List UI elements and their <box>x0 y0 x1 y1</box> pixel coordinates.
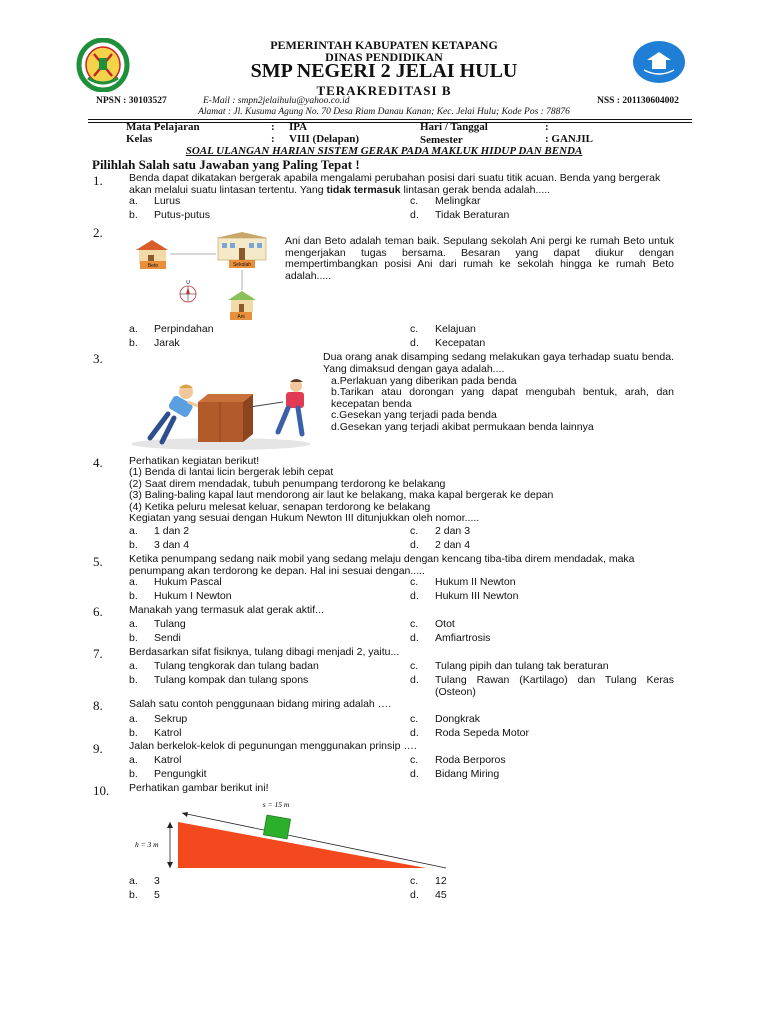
q4-letter-d: d. <box>410 539 419 551</box>
subject-value: IPA <box>289 121 308 133</box>
q2-letter-a: a. <box>129 323 138 335</box>
q2-illustration <box>132 232 272 324</box>
q7-number: 7. <box>93 646 103 661</box>
npsn: NPSN : 30103527 <box>96 96 167 106</box>
q9-option-a: Katrol <box>154 754 182 766</box>
q2-number: 2. <box>93 225 103 240</box>
q5-option-a: Hukum Pascal <box>154 576 222 588</box>
school-emblem-icon <box>632 40 686 84</box>
q10-illustration <box>130 796 452 872</box>
q3-option-c: c.Gesekan yang terjadi pada benda <box>331 409 497 421</box>
q1-letter-d: d. <box>410 209 419 221</box>
q8-letter-b: b. <box>129 727 138 739</box>
q10-option-c: 12 <box>435 875 447 887</box>
q6-option-a: Tulang <box>154 618 186 630</box>
q5-letter-b: b. <box>129 590 138 602</box>
date-colon: : <box>545 121 549 133</box>
q5-letter-c: c. <box>410 576 419 588</box>
q7-option-a: Tulang tengkorak dan tulang badan <box>154 660 319 672</box>
ani-house-icon <box>228 291 256 312</box>
semester-label: Semester <box>420 134 463 146</box>
q4-letter-a: a. <box>129 525 138 537</box>
q9-letter-b: b. <box>129 768 138 780</box>
block-icon <box>263 815 290 839</box>
q1-option-b: Putus-putus <box>154 209 211 221</box>
q9-option-b: Pengungkit <box>154 768 207 780</box>
q10-option-d: 45 <box>435 889 447 901</box>
q1-text <box>129 173 674 196</box>
q3-option-b: b.Tarikan atau dorongan yang dapat mengubah bentuk, arah, dan kecepatan benda <box>331 386 674 410</box>
q10-letter-c: c. <box>410 875 419 887</box>
class-colon: : <box>271 133 275 145</box>
compass-north-label: U <box>186 280 190 286</box>
q7-letter-b: b. <box>129 674 138 686</box>
q2-option-c: Kelajuan <box>435 323 476 335</box>
q1-number: 1. <box>93 173 103 188</box>
q4-question: Kegiatan yang sesuai dengan Hukum Newton III ditunjukkan oleh nomor..... <box>129 512 480 524</box>
q1-option-a: Lurus <box>154 195 181 207</box>
q8-letter-c: c. <box>410 713 419 725</box>
accreditation: TERAKREDITASI B <box>316 83 452 98</box>
height-label: h = 3 m <box>135 840 159 849</box>
q3-illustration <box>128 372 314 452</box>
q1-text-a: Benda dapat dikatakan bergerak apabila mengalami perubahan posisi dari suatu titik acuan. Benda yang bergerak akan melalui suatu lintasan tertentu. Yang <box>129 172 661 196</box>
q6-letter-b: b. <box>129 632 138 644</box>
exam-title: SOAL ULANGAN HARIAN SISTEM GERAK PADA MAKLUK HIDUP DAN BENDA <box>185 145 583 157</box>
q4-statement-3: (3) Baling-baling kapal laut mendorong air laut ke belakang, maka kapal bergerak ke depan <box>129 489 554 501</box>
q6-option-b: Sendi <box>154 632 181 644</box>
q5-option-d: Hukum III Newton <box>435 590 519 602</box>
instruction: Pilihlah Salah satu Jawaban yang Paling Tepat ! <box>92 157 360 172</box>
school-label: Sekolah <box>232 262 252 268</box>
q2-letter-b: b. <box>129 337 138 349</box>
q6-letter-d: d. <box>410 632 419 644</box>
q4-option-b: 3 dan 4 <box>154 539 190 551</box>
q6-option-c: Otot <box>435 618 455 630</box>
q10-text: Perhatikan gambar berikut ini! <box>129 782 269 794</box>
class-label: Kelas <box>126 133 153 145</box>
subject-colon: : <box>271 121 275 133</box>
q1-text-b: lintasan gerak benda adalah..... <box>400 183 551 196</box>
q7-letter-c: c. <box>410 660 419 672</box>
girl-pulling-icon <box>278 379 304 434</box>
q2-option-b: Jarak <box>154 337 180 349</box>
q7-option-b: Tulang kompak dan tulang spons <box>154 674 309 686</box>
q8-letter-d: d. <box>410 727 419 739</box>
q7-letter-a: a. <box>129 660 138 672</box>
boy-pushing-icon <box>150 385 198 443</box>
school-name: SMP NEGERI 2 JELAI HULU <box>250 60 518 82</box>
q4-letter-b: b. <box>129 539 138 551</box>
q6-text: Manakah yang termasuk alat gerak aktif... <box>129 604 324 616</box>
q6-number: 6. <box>93 604 103 619</box>
q1-letter-b: b. <box>129 209 138 221</box>
q1-letter-a: a. <box>129 195 138 207</box>
q10-letter-d: d. <box>410 889 419 901</box>
q7-text: Berdasarkan sifat fisiknya, tulang dibagi menjadi 2, yaitu... <box>129 646 400 658</box>
q8-option-c: Dongkrak <box>435 713 480 725</box>
class-value: VIII (Delapan) <box>289 133 359 145</box>
q1-text-bold: tidak termasuk <box>326 183 401 196</box>
q10-option-b: 5 <box>154 889 160 901</box>
q10-letter-b: b. <box>129 889 138 901</box>
beto-house-icon <box>136 240 168 264</box>
q9-letter-a: a. <box>129 754 138 766</box>
q4-number: 4. <box>93 455 103 470</box>
q4-intro: Perhatikan kegiatan berikut! <box>129 455 260 467</box>
q5-option-b: Hukum I Newton <box>154 590 232 602</box>
q8-text: Salah satu contoh penggunaan bidang miring adalah …. <box>129 698 392 710</box>
nss: NSS : 201130604002 <box>597 96 679 106</box>
q3-option-d: d.Gesekan yang terjadi akibat permukaan benda lainnya <box>331 421 594 433</box>
q8-number: 8. <box>93 698 103 713</box>
q2-letter-c: c. <box>410 323 419 335</box>
school-email: E-Mail : smpn2jelaihulu@yahoo.co.id <box>203 96 350 106</box>
semester-value: : GANJIL <box>545 133 593 145</box>
q5-number: 5. <box>93 554 103 569</box>
subject-label: Mata Pelajaran <box>126 121 200 133</box>
q8-option-b: Katrol <box>154 727 182 739</box>
q1-option-c: Melingkar <box>435 195 481 207</box>
q5-option-c: Hukum II Newton <box>435 576 516 588</box>
q9-text: Jalan berkelok-kelok di pegunungan menggunakan prinsip …. <box>129 740 417 752</box>
q7-option-c: Tulang pipih dan tulang tak beraturan <box>435 660 609 672</box>
q5-text: Ketika penumpang sedang naik mobil yang sedang melaju dengan kencang tiba-tiba direm mendadak, maka penumpang akan terdorong ke depan. Hal ini sesuai dengan..... <box>129 553 635 577</box>
q6-letter-a: a. <box>129 618 138 630</box>
q2-option-a: Perpindahan <box>154 323 214 335</box>
q5-letter-d: d. <box>410 590 419 602</box>
ramp-icon <box>178 822 426 868</box>
school-logo <box>632 40 686 84</box>
q9-letter-c: c. <box>410 754 419 766</box>
q1-letter-c: c. <box>410 195 419 207</box>
q4-option-a: 1 dan 2 <box>154 525 190 537</box>
q3-number: 3. <box>93 351 103 366</box>
q10-letter-a: a. <box>129 875 138 887</box>
q10-number: 10. <box>93 783 110 798</box>
dept-title: DINAS PENDIDIKAN <box>325 50 443 64</box>
q4-statement-2: (2) Saat direm mendadak, tubuh penumpang terdorong ke belakang <box>129 478 446 490</box>
q1-option-d: Tidak Beraturan <box>435 209 510 221</box>
q9-option-c: Roda Berporos <box>435 754 506 766</box>
school-address: Alamat : Jl. Kusuma Agung No. 70 Desa Riam Danau Kanan; Kec. Jelai Hulu; Kode Pos : 78876 <box>198 107 570 117</box>
compass-icon <box>180 280 196 302</box>
rope-icon <box>250 402 283 407</box>
ani-label: Ani <box>237 314 245 320</box>
q6-option-d: Amfiartrosis <box>435 632 491 644</box>
box-icon <box>198 394 253 442</box>
q8-option-a: Sekrup <box>154 713 188 725</box>
q4-option-d: 2 dan 4 <box>435 539 471 551</box>
q3-option-a: a.Perlakuan yang diberikan pada benda <box>331 375 517 387</box>
q2-text: Ani dan Beto adalah teman baik. Sepulang sekolah Ani pergi ke rumah Beto untuk mengerjakan tugas bersama. Besaran yang dapat diukur dengan mempertimbangkan posisi Ani dari rumah ke sekolah hingga ke rumah Beto adalah..... <box>285 235 674 282</box>
q3-text: Dua orang anak disamping sedang melakukan gaya terhadap suatu benda. Yang dimaksud dengan gaya adalah.... <box>323 351 674 375</box>
q5-letter-a: a. <box>129 576 138 588</box>
q4-statement-4: (4) Ketika peluru melesat keluar, senapan terdorong ke belakang <box>129 501 431 513</box>
q4-statement-1: (1) Benda di lantai licin bergerak lebih cepat <box>129 466 334 478</box>
slope-length-label: s = 15 m <box>262 800 290 809</box>
date-label: Hari / Tanggal <box>420 121 488 133</box>
q8-option-d: Roda Sepeda Motor <box>435 727 529 739</box>
q2-letter-d: d. <box>410 337 419 349</box>
inclined-plane-icon <box>130 796 452 872</box>
q6-letter-c: c. <box>410 618 419 630</box>
q2-option-d: Kecepatan <box>435 337 486 349</box>
push-pull-icon <box>128 372 314 452</box>
school-building-icon <box>216 232 268 260</box>
q10-option-a: 3 <box>154 875 160 887</box>
q9-option-d: Bidang Miring <box>435 768 500 780</box>
q8-letter-a: a. <box>129 713 138 725</box>
q7-option-d: Tulang Rawan (Kartilago) dan Tulang Keras (Osteon) <box>435 674 674 698</box>
header-rule-top <box>88 119 692 120</box>
q4-letter-c: c. <box>410 525 419 537</box>
q4-option-c: 2 dan 3 <box>435 525 471 537</box>
q7-letter-d: d. <box>410 674 419 686</box>
gov-title: PEMERINTAH KABUPATEN KETAPANG <box>270 38 498 52</box>
beto-label: Beto <box>147 263 159 269</box>
q9-letter-d: d. <box>410 768 419 780</box>
q9-number: 9. <box>93 741 103 756</box>
